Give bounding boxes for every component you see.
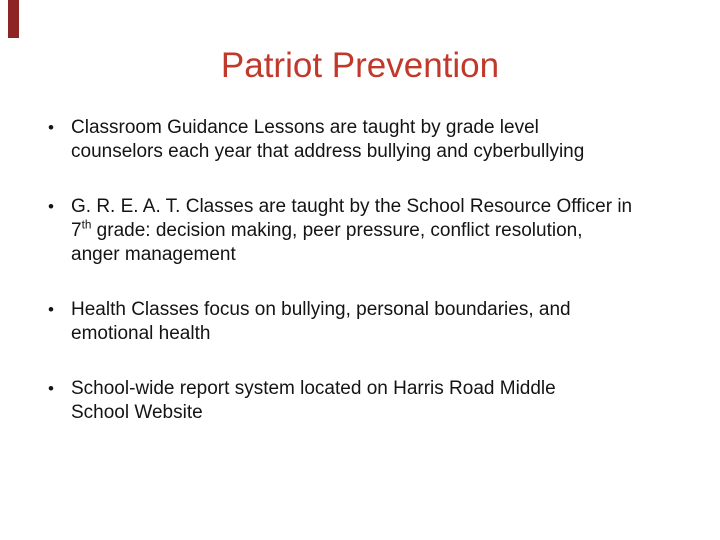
bullet-marker: • — [48, 379, 54, 398]
bullet-line: anger management — [71, 244, 236, 265]
bullet-line: School Website — [71, 402, 203, 423]
bullet-text — [71, 195, 680, 267]
bullet-line: G. R. E. A. T. Classes are taught by the School Resource Officer in — [71, 196, 633, 217]
grade-number: 7 — [71, 220, 82, 241]
bullet-line-rest: grade: decision making, peer pressure, conflict resolution, — [91, 220, 583, 241]
bullet-text — [71, 116, 680, 164]
bullet-line: Health Classes focus on bullying, personal boundaries, and — [71, 299, 571, 320]
bullet-text — [71, 298, 680, 346]
ordinal-superscript: th — [81, 218, 92, 232]
bullet-marker: • — [48, 118, 54, 137]
bullet-text — [71, 377, 680, 425]
bullet-item — [48, 377, 680, 425]
bullet-marker: • — [48, 300, 54, 319]
bullet-line: emotional health — [71, 323, 211, 344]
bullet-line: School-wide report system located on Harris Road Middle — [71, 378, 556, 399]
corner-accent-bar — [8, 0, 19, 38]
bullet-line — [71, 219, 680, 243]
bullet-item — [48, 116, 680, 164]
bullet-item — [48, 298, 680, 346]
bullet-line: Classroom Guidance Lessons are taught by grade level — [71, 117, 539, 138]
bullet-marker: • — [48, 197, 54, 216]
slide-title: Patriot Prevention — [220, 46, 500, 85]
bullet-line: counselors each year that address bullying and cyberbullying — [71, 141, 585, 162]
bullet-item — [48, 195, 680, 267]
bullet-list — [0, 88, 720, 425]
